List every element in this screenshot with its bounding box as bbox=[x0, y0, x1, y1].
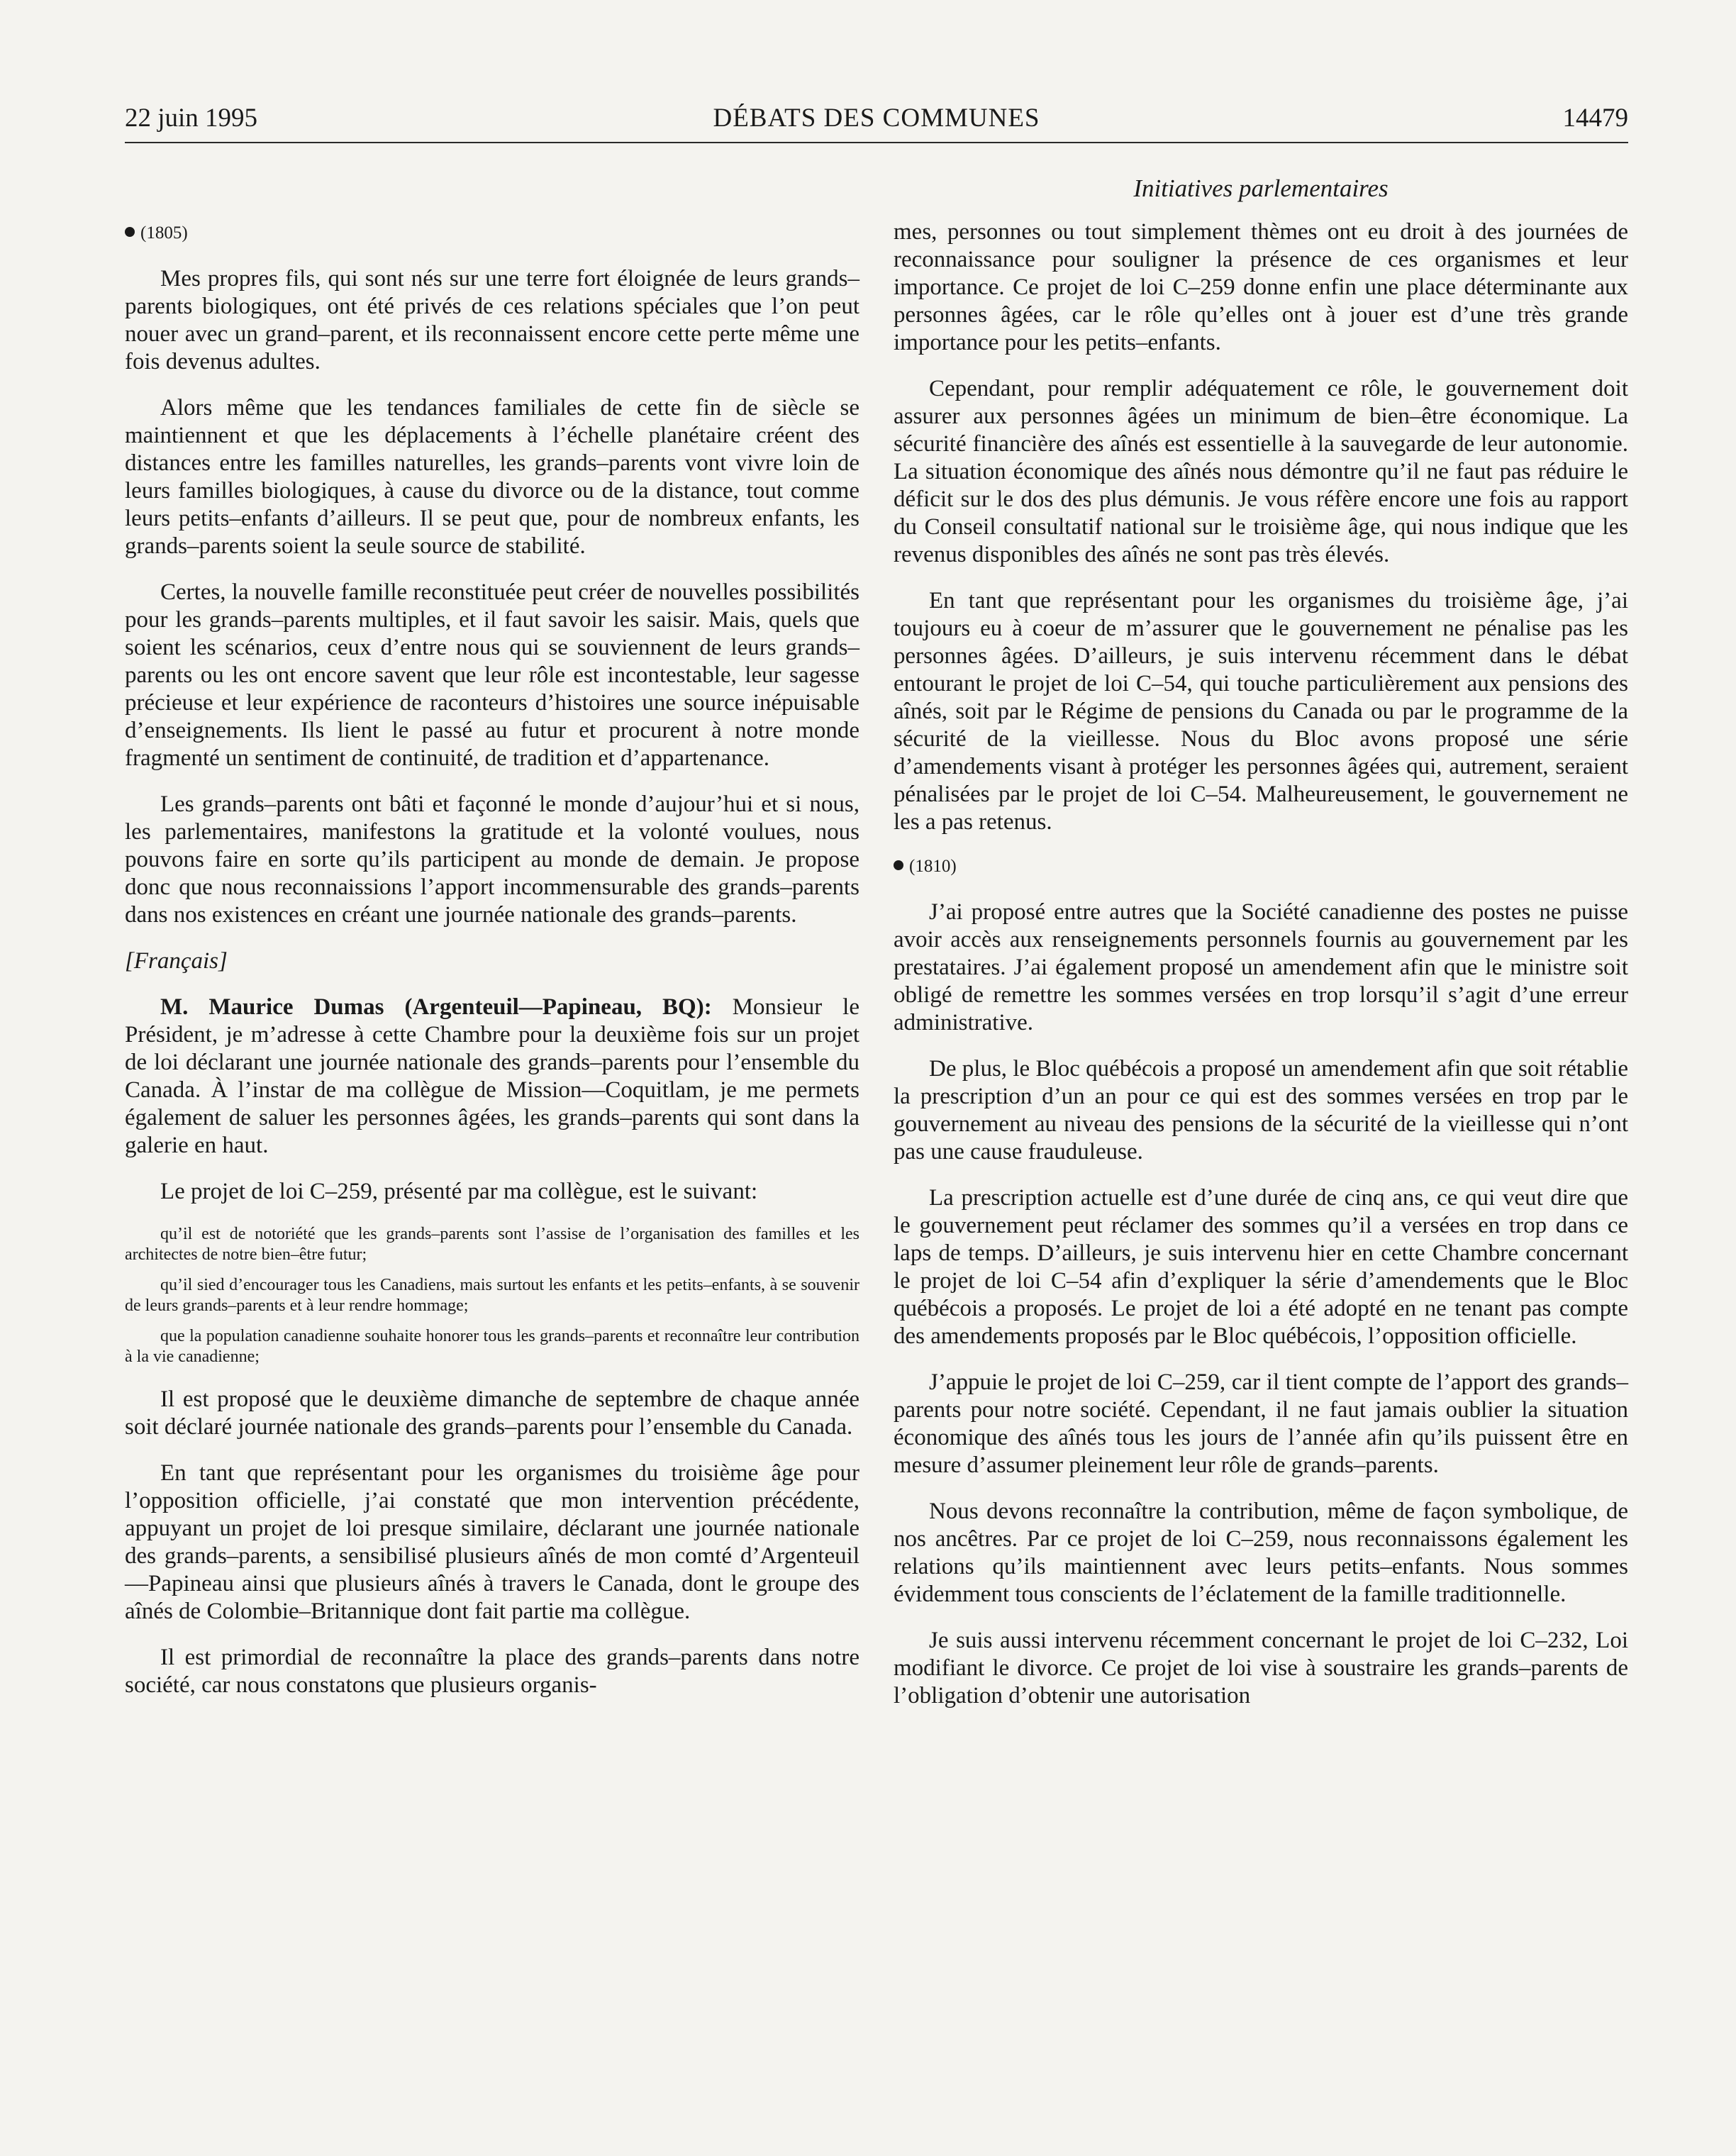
header-date: 22 juin 1995 bbox=[125, 104, 258, 133]
paragraph: De plus, le Bloc québécois a proposé un amendement afin que soit rétablie la prescription d’un an pour ce qui est des sommes versées en trop par le gouvernement au niveau des pensions de la sécurité de la vieillesse qui n’ont pas une cause frauduleuse. bbox=[894, 1056, 1628, 1165]
header-title: DÉBATS DES COMMUNES bbox=[713, 104, 1040, 133]
bullet-icon bbox=[125, 227, 135, 237]
left-column bbox=[125, 218, 859, 1718]
paragraph: Nous devons reconnaître la contribution, même de façon symbolique, de nos ancêtres. Par ce projet de loi C–259, nous reconnaissons également les relations qu’ils maintiennent avec leurs petits–enfants. Nous sommes évidemment tous conscients de l’éclatement de la famille traditionnelle. bbox=[894, 1499, 1628, 1607]
speaker-paragraph bbox=[125, 994, 859, 1160]
paragraph: Alors même que les tendances familiales de cette fin de siècle se maintiennent et que les déplacements à l’échelle planétaire créent des distances entre les familles naturelles, les grands–parents vont vivre loin de leurs familles biologiques, à cause du divorce ou de la distance, tout comme leurs petits–enfants d’ailleurs. Il se peut que, pour de nombreux enfants, les grands–parents soient la seule source de stabilité. bbox=[125, 395, 859, 559]
paragraph: Il est proposé que le deuxième dimanche de septembre de chaque année soit déclaré journée nationale des grands–parents pour l’ensemble du Canada. bbox=[125, 1387, 859, 1440]
speaker-text: Monsieur le Président, je m’adresse à cette Chambre pour la deuxième fois sur un projet de loi déclarant une journée nationale des grands–parents pour l’ensemble du Canada. À l’instar de ma collègue de Mission—Coquitlam, je me permets également de saluer les personnes âgées, les grands–parents qui sont dans la galerie en haut. bbox=[125, 994, 859, 1158]
bill-clause: qu’il sied d’encourager tous les Canadiens, mais surtout les enfants et les petits–enfants, à se souvenir de leurs grands–parents et à leur rendre hommage; bbox=[125, 1276, 859, 1315]
time-marker-text: (1810) bbox=[909, 857, 957, 876]
language-note: [Français] bbox=[125, 948, 228, 974]
paragraph: mes, personnes ou tout simplement thèmes ont eu droit à des journées de reconnaissance pour souligner la présence de ces organismes et leur importance. Ce projet de loi C–259 donne enfin une place déterminante aux personnes âgées, car le rôle qu’elles ont à jouer est d’une très grande importance pour les petits–enfants. bbox=[894, 219, 1628, 355]
paragraph: Le projet de loi C–259, présenté par ma collègue, est le suivant: bbox=[160, 1179, 758, 1204]
header-page-number: 14479 bbox=[1562, 104, 1628, 133]
time-marker-text: (1805) bbox=[140, 223, 188, 243]
right-column bbox=[894, 218, 1628, 1728]
paragraph: Il est primordial de reconnaître la place des grands–parents dans notre société, car nous constatons que plusieurs organis- bbox=[125, 1645, 859, 1698]
page-header bbox=[125, 99, 1628, 138]
paragraph: La prescription actuelle est d’une durée de cinq ans, ce qui veut dire que le gouvernement peut réclamer des sommes qu’il a versées en trop dans ce laps de temps. D’ailleurs, je suis intervenu hier en cette Chambre concernant le projet de loi C–54 afin d’expliquer la série d’amendements que le Bloc québécois a proposés. Le projet de loi a été adopté en ne tenant pas compte des amendements proposés par le Bloc québécois, l’opposition officielle. bbox=[894, 1185, 1628, 1349]
header-rule bbox=[125, 142, 1628, 143]
paragraph: En tant que représentant pour les organismes du troisième âge pour l’opposition officielle, j’ai constaté que mon intervention précédente, appuyant un projet de loi presque similaire, déclarant une journée nationale des grands–parents, a sensibilisé plusieurs aînés de mon comté d’Argenteuil—Papineau ainsi que plusieurs aînés à travers le Canada, dont le groupe des aînés de Colombie–Britannique dont fait partie ma collègue. bbox=[125, 1460, 859, 1624]
paragraph: Les grands–parents ont bâti et façonné le monde d’aujour’hui et si nous, les parlementaires, manifestons la gratitude et la volonté voulues, nous pouvons faire en sorte qu’ils participent au monde de demain. Je propose donc que nous reconnaissions l’apport incommensurable des grands–parents dans nos existences en créant une journée nationale des grands–parents. bbox=[125, 791, 859, 928]
bill-clause: qu’il est de notoriété que les grands–parents sont l’assise de l’organisation des familles et les architectes de notre bien–être futur; bbox=[125, 1225, 859, 1264]
bill-clause: que la population canadienne souhaite honorer tous les grands–parents et reconnaître leur contribution à la vie canadienne; bbox=[125, 1327, 859, 1366]
paragraph: Mes propres fils, qui sont nés sur une terre fort éloignée de leurs grands–parents biologiques, ont été privés de ces relations spéciales que l’on peut nouer avec un grand–parent, et ils reconnaissent encore cette perte même une fois devenus adultes. bbox=[125, 266, 859, 374]
time-marker bbox=[894, 855, 1628, 879]
paragraph: Certes, la nouvelle famille reconstituée peut créer de nouvelles possibilités pour les grands–parents multiples, et il faut savoir les saisir. Mais, quels que soient les scénarios, ceux d’entre nous qui se souviennent de leurs grands–parents ou les ont encore savent que leur rôle est incontestable, leur sagesse précieuse et leur expérience de raconteurs d’histoires une source inépuisable d’enseignements. Ils lient le passé au futur et procurent à notre monde fragmenté un sentiment de continuité, de tradition et d’appartenance. bbox=[125, 579, 860, 771]
bullet-icon bbox=[894, 860, 903, 870]
paragraph: Je suis aussi intervenu récemment concernant le projet de loi C–232, Loi modifiant le divorce. Ce projet de loi vise à soustraire les grands–parents de l’obligation d’obtenir une autorisation bbox=[894, 1628, 1628, 1708]
speaker-name: M. Maurice Dumas (Argenteuil—Papineau, BQ): bbox=[160, 994, 712, 1020]
paragraph: J’appuie le projet de loi C–259, car il tient compte de l’apport des grands–parents pour notre société. Cependant, il ne faut jamais oublier la situation économique des aînés tous les jours de l’année afin qu’ils puissent être en mesure d’assumer pleinement leur rôle de grands–parents. bbox=[894, 1369, 1628, 1478]
time-marker bbox=[125, 221, 859, 245]
section-label: Initiatives parlementaires bbox=[1133, 174, 1389, 202]
paragraph: Cependant, pour remplir adéquatement ce rôle, le gouvernement doit assurer aux personnes âgées un minimum de bien–être économique. La sécurité financière des aînés est essentielle à la sauvegarde de leur autonomie. La situation économique des aînés nous démontre qu’il ne faut pas réduire le déficit sur le dos des plus démunis. Je vous réfère encore une fois au rapport du Conseil consultatif national sur le troisième âge, qui nous indique que les revenus disponibles des aînés ne sont pas très élevés. bbox=[894, 376, 1628, 567]
paragraph: En tant que représentant pour les organismes du troisième âge, j’ai toujours eu à coeur de m’assurer que le gouvernement ne pénalise pas les personnes âgées. D’ailleurs, je suis intervenu récemment dans le débat entourant le projet de loi C–54, qui touche particulièrement aux pensions des aînés, soit par le Régime de pensions du Canada ou par le programme de la sécurité de la vieillesse. Nous du Bloc avons proposé une série d’amendements visant à protéger les personnes âgées qui, autrement, seraient pénalisées par le projet de loi C–54. Malheureusement, le gouvernement ne les a pas retenus. bbox=[894, 588, 1628, 835]
paragraph: J’ai proposé entre autres que la Société canadienne des postes ne puisse avoir accès aux renseignements personnels fournis au gouvernement par les prestataires. J’ai également proposé un amendement afin que le ministre soit obligé de remettre les sommes versées en trop lorsqu’il s’agit d’une erreur administrative. bbox=[894, 899, 1628, 1035]
